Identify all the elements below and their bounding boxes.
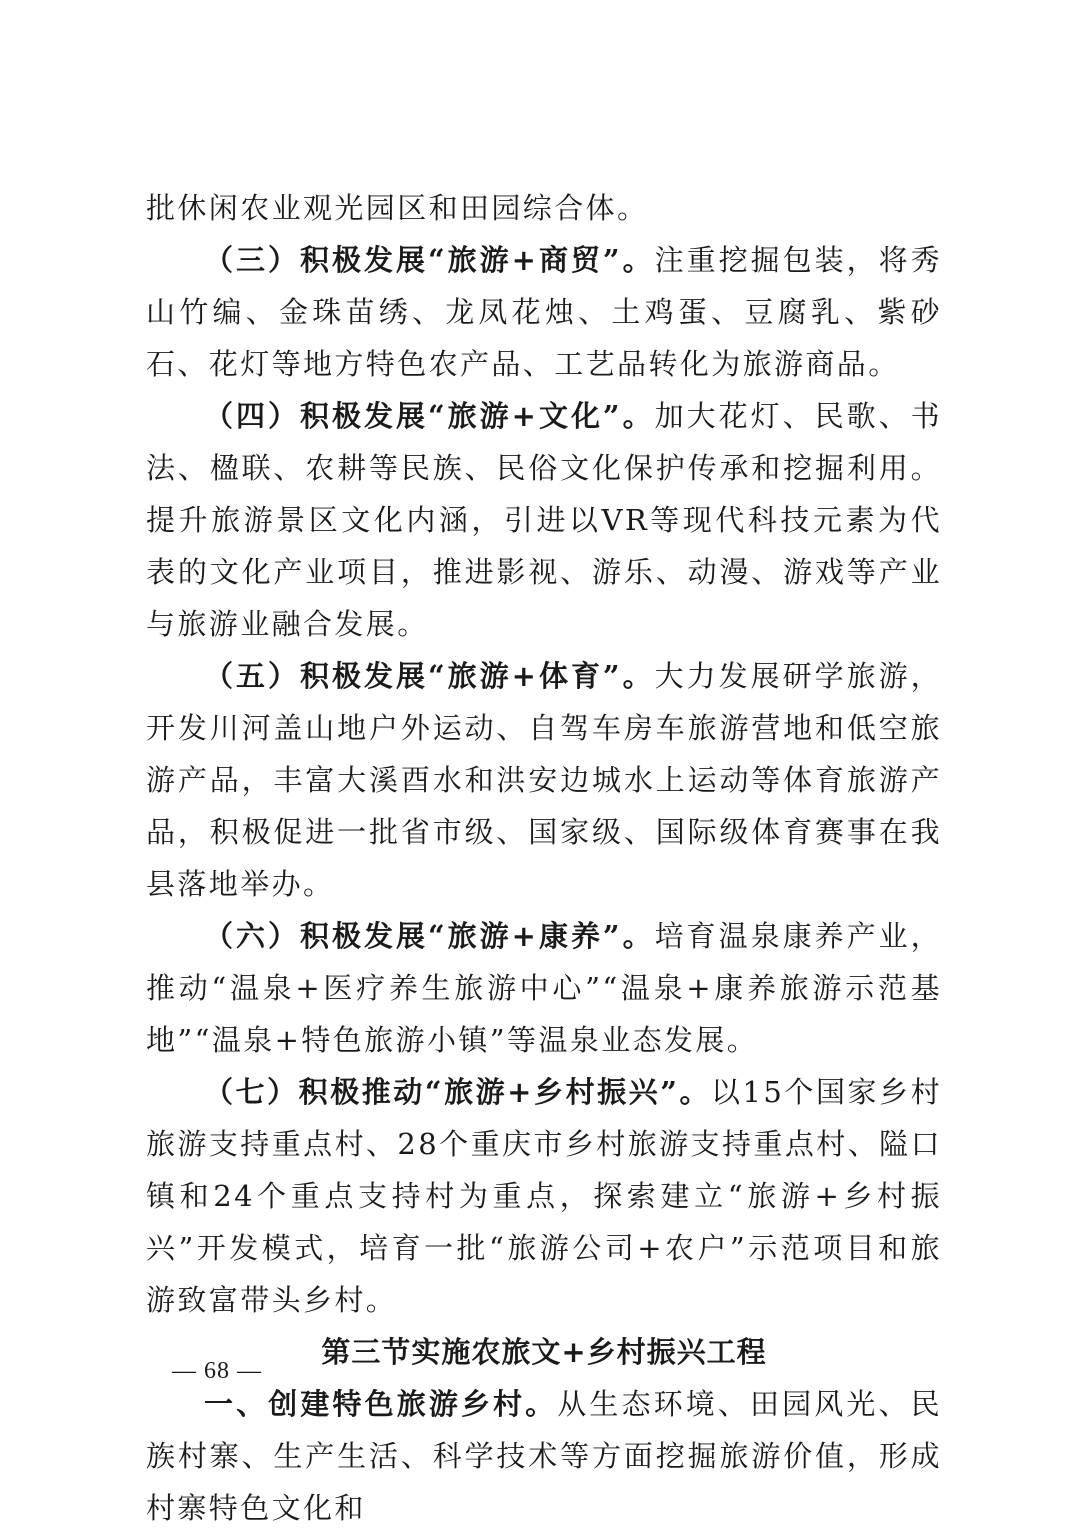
paragraph-featured-villages: [146, 1378, 942, 1534]
paragraph-lead: （四）积极发展“旅游+文化”。: [204, 399, 655, 433]
page-number: — 68 —: [172, 1358, 262, 1384]
paragraph-tourism-sports: [146, 650, 942, 910]
paragraph-lead: 一、创建特色旅游乡村。: [204, 1387, 558, 1421]
section-heading: 第三节实施农旅文+乡村振兴工程: [321, 1335, 767, 1369]
paragraph-text: 培育温泉康养产业，推动“温泉+医疗养生旅游中心”“温泉+康养旅游示范基地”“温泉+特色旅游小镇”等温泉业态发展。: [146, 919, 942, 1057]
paragraph-text: 以15个国家乡村旅游支持重点村、28个重庆市乡村旅游支持重点村、隘口镇和24个重点支持村为重点，探索建立“旅游+乡村振兴”开发模式，培育一批“旅游公司+农户”示范项目和旅游致富带头乡村。: [146, 1075, 942, 1317]
paragraph-tourism-culture: [146, 390, 942, 650]
paragraph-tourism-wellness: [146, 910, 942, 1066]
paragraph-text: 批休闲农业观光园区和田园综合体。: [146, 191, 649, 225]
paragraph-lead: （三）积极发展“旅游+商贸”。: [204, 243, 655, 277]
paragraph-lead: （七）积极推动“旅游+乡村振兴”。: [204, 1075, 711, 1109]
paragraph-tourism-commerce: [146, 234, 942, 390]
paragraph-text: 大力发展研学旅游，开发川河盖山地户外运动、自驾车房车旅游营地和低空旅游产品，丰富大溪酉水和洪安边城水上运动等体育旅游产品，积极促进一批省市级、国家级、国际级体育赛事在我县落地举办。: [146, 659, 942, 901]
paragraph-lead: （六）积极发展“旅游+康养”。: [204, 919, 655, 953]
paragraph-continuation: [146, 182, 942, 234]
paragraph-text: 加大花灯、民歌、书法、楹联、农耕等民族、民俗文化保护传承和挖掘利用。提升旅游景区文化内涵，引进以VR等现代科技元素为代表的文化产业项目，推进影视、游乐、动漫、游戏等产业与旅游业融合发展。: [146, 399, 942, 641]
paragraph-lead: （五）积极发展“旅游+体育”。: [204, 659, 655, 693]
paragraph-text: 注重挖掘包装，将秀山竹编、金珠苗绣、龙凤花烛、土鸡蛋、豆腐乳、紫砂石、花灯等地方特色农产品、工艺品转化为旅游商品。: [146, 243, 942, 381]
paragraph-tourism-rural-revitalization: [146, 1066, 942, 1326]
document-body: [146, 182, 942, 1534]
paragraph-text: 从生态环境、田园风光、民族村寨、生产生活、科学技术等方面挖掘旅游价值，形成村寨特色文化和: [146, 1387, 942, 1525]
